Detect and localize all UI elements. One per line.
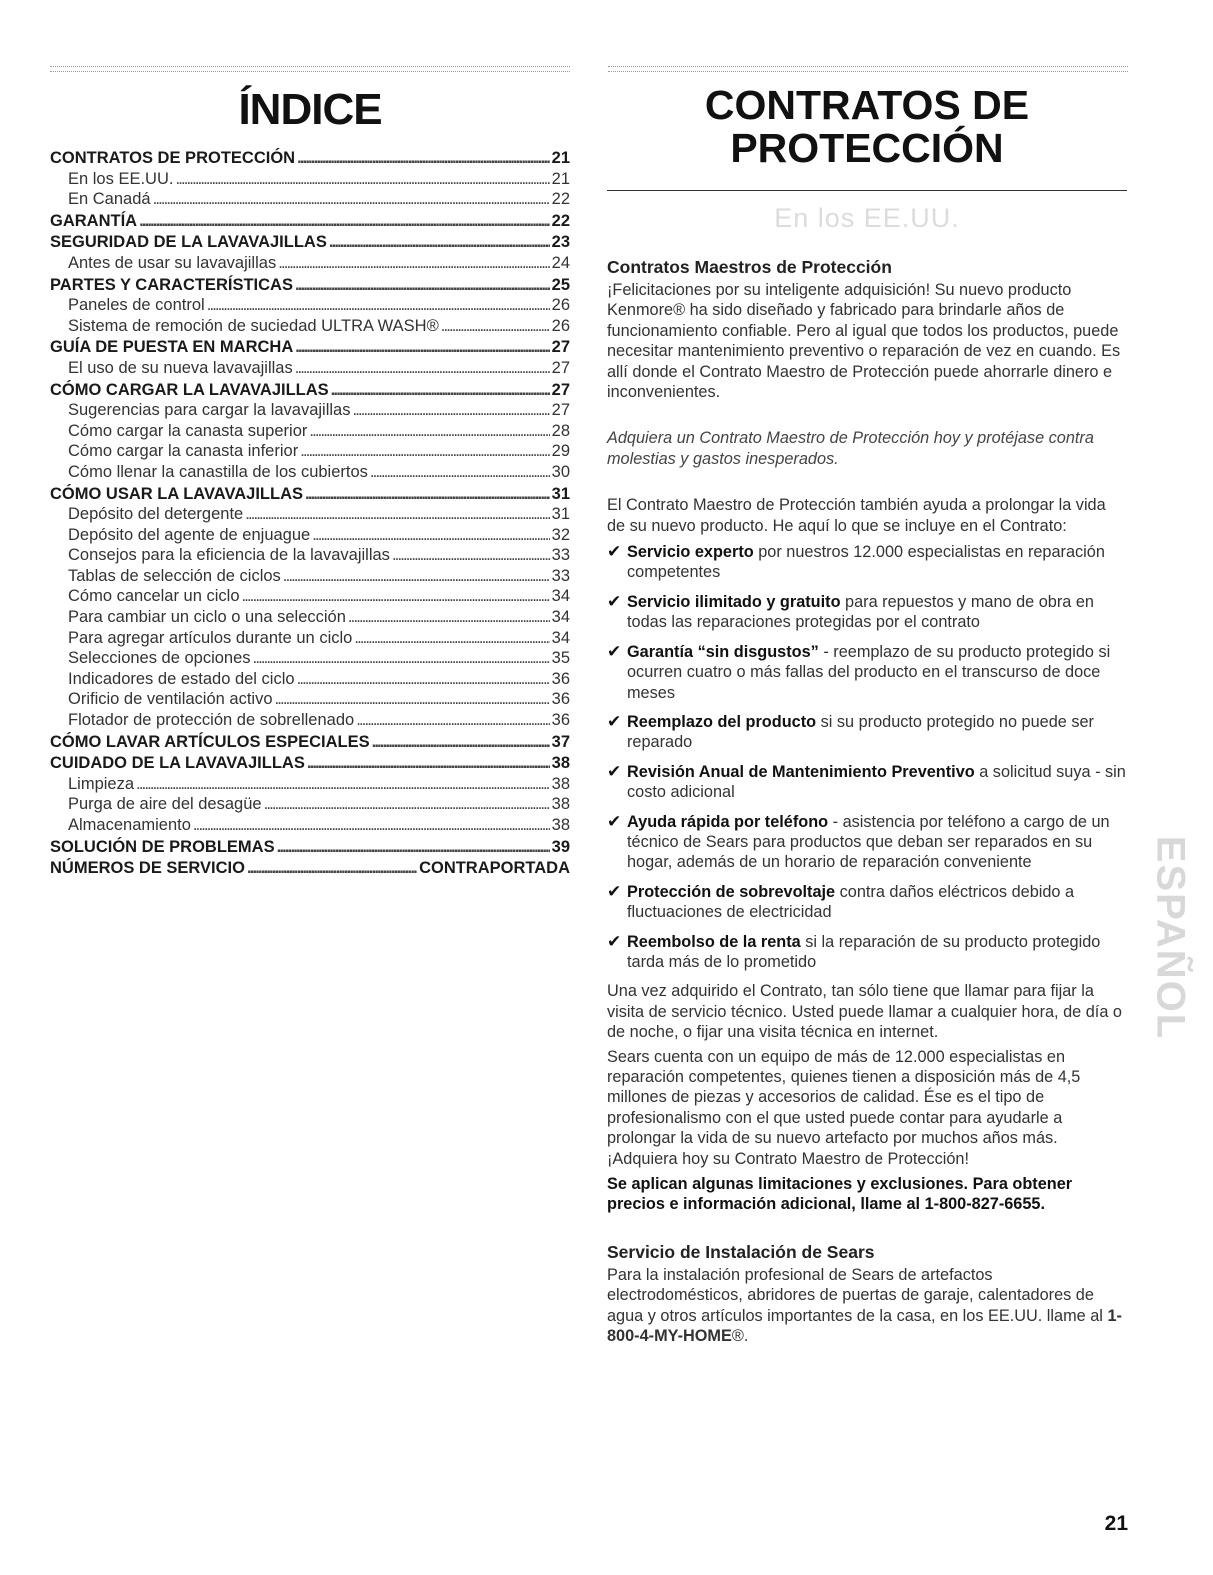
toc-entry bbox=[50, 253, 570, 274]
toc-entry-label: Purga de aire del desagüe bbox=[68, 795, 262, 814]
italic-note: Adquiera un Contrato Maestro de Protección hoy y protéjase contra molestias y gastos inesperados. bbox=[607, 429, 1094, 468]
table-of-contents bbox=[50, 84, 570, 879]
toc-entry-label: PARTES Y CARACTERÍSTICAS bbox=[50, 275, 293, 294]
benefit-item bbox=[607, 812, 1127, 873]
toc-entry-label: Cómo llenar la canastilla de los cubiertos bbox=[68, 462, 368, 481]
benefit-title: Servicio ilimitado y gratuito bbox=[627, 592, 841, 611]
contract-paragraph-1: Una vez adquirido el Contrato, tan sólo tiene que llamar para fijar la visita de servicio técnico. Usted puede llamar a cualquier hora, de día o de noche, o fijar una visita técnica en internet. bbox=[607, 982, 1122, 1042]
toc-leader-dots bbox=[247, 858, 417, 879]
checkmark-icon: ✔ bbox=[607, 931, 622, 951]
toc-leader-dots bbox=[329, 232, 550, 253]
toc-list bbox=[50, 148, 570, 879]
toc-leader-dots bbox=[307, 753, 550, 774]
toc-entry-label: Selecciones de opciones bbox=[68, 649, 251, 668]
toc-leader-dots bbox=[139, 211, 550, 232]
top-divider-right bbox=[608, 66, 1128, 74]
toc-entry-page: 28 bbox=[551, 421, 570, 440]
toc-entry-page: CONTRAPORTADA bbox=[419, 859, 570, 878]
toc-entry bbox=[50, 710, 570, 731]
installation-paragraph bbox=[607, 1265, 1127, 1347]
benefit-item bbox=[607, 762, 1127, 803]
toc-entry bbox=[50, 441, 570, 462]
toc-entry-page: 21 bbox=[551, 149, 570, 167]
toc-entry-page: 38 bbox=[551, 816, 570, 834]
toc-leader-dots bbox=[253, 648, 550, 669]
toc-entry-label: Antes de usar su lavavajillas bbox=[68, 253, 277, 272]
toc-entry-label: En Canadá bbox=[68, 190, 151, 209]
toc-leader-dots bbox=[264, 794, 550, 815]
checkmark-icon: ✔ bbox=[607, 711, 622, 731]
checkmark-icon: ✔ bbox=[607, 542, 622, 562]
toc-entry-label: Depósito del detergente bbox=[68, 505, 244, 524]
master-contracts-heading: Contratos Maestros de Protección bbox=[607, 257, 892, 277]
toc-entry-page: 26 bbox=[551, 296, 570, 315]
section-title-line1: CONTRATOS DE bbox=[704, 82, 1030, 128]
benefit-text: contra daños eléctricos debido a fluctuaciones de electricidad bbox=[627, 882, 1075, 922]
toc-entry bbox=[50, 189, 570, 210]
toc-entry-page: 21 bbox=[551, 169, 570, 188]
toc-entry bbox=[50, 211, 570, 232]
benefit-title: Reembolso de la renta bbox=[627, 932, 801, 951]
benefit-text: si su producto protegido no puede ser reparado bbox=[627, 712, 1094, 752]
checkmark-icon: ✔ bbox=[607, 881, 622, 901]
toc-entry-label: El uso de su nueva lavavajillas bbox=[68, 358, 293, 377]
toc-entry-label: GUÍA DE PUESTA EN MARCHA bbox=[50, 338, 294, 357]
section-title-line2: PROTECCIÓN bbox=[730, 125, 1004, 171]
toc-entry bbox=[50, 607, 570, 628]
toc-entry bbox=[50, 774, 570, 795]
toc-entry-page: 29 bbox=[551, 442, 570, 461]
toc-entry-label: Sistema de remoción de suciedad ULTRA WASH® bbox=[68, 316, 439, 335]
benefit-text: - reemplazo de su producto protegido si ocurren cuatro o más fallas del producto en el transcurso de doce meses bbox=[627, 642, 1111, 702]
toc-entry-label: Indicadores de estado del ciclo bbox=[68, 669, 295, 688]
toc-leader-dots bbox=[352, 400, 549, 421]
toc-leader-dots bbox=[278, 253, 549, 274]
benefit-title: Garantía “sin disgustos” bbox=[627, 642, 819, 661]
toc-entry bbox=[50, 400, 570, 421]
intro-paragraph: ¡Felicitaciones por su inteligente adquisición! Su nuevo producto Kenmore® ha sido diseñado y fabricado para brindarle años de funcionamiento confiable. Pero al igual que todos los productos, puede necesitar mantenimiento preventivo o reparación de vez en cuando. Es allí donde el Contrato Maestro de Protección puede ahorrarle dinero e inconvenientes. bbox=[607, 281, 1121, 402]
section-title bbox=[607, 84, 1127, 170]
toc-entry-label: NÚMEROS DE SERVICIO bbox=[50, 859, 245, 878]
toc-entry-label: Cómo cargar la canasta inferior bbox=[68, 442, 299, 461]
toc-leader-dots bbox=[354, 628, 549, 649]
toc-entry-page: 36 bbox=[551, 690, 570, 709]
toc-leader-dots bbox=[392, 545, 550, 566]
toc-entry bbox=[50, 732, 570, 753]
checkmark-icon: ✔ bbox=[607, 761, 622, 781]
protection-contracts-section bbox=[607, 84, 1127, 1346]
benefit-title: Ayuda rápida por teléfono bbox=[627, 812, 829, 831]
benefit-item bbox=[607, 882, 1127, 923]
toc-entry bbox=[50, 462, 570, 483]
toc-entry-page: 31 bbox=[551, 484, 570, 503]
toc-entry-page: 30 bbox=[551, 462, 570, 481]
toc-leader-dots bbox=[370, 462, 550, 483]
toc-entry bbox=[50, 837, 570, 858]
toc-title: ÍNDICE bbox=[238, 85, 382, 134]
toc-entry bbox=[50, 169, 570, 190]
benefit-item bbox=[607, 542, 1127, 583]
limitations-note: Se aplican algunas limitaciones y exclusiones. Para obtener precios e información adicional, llame al 1-800-827-6655. bbox=[607, 1175, 1073, 1214]
toc-entry-label: Almacenamiento bbox=[68, 816, 191, 834]
toc-entry-page: 33 bbox=[551, 566, 570, 585]
installation-text: Para la instalación profesional de Sears de artefactos electrodomésticos, abridores de puertas de garaje, calentadores de agua y otros artículos importantes de la casa, en los EE.UU. llame al bbox=[607, 1265, 1108, 1325]
toc-entry-page: 27 bbox=[551, 358, 570, 377]
toc-entry-page: 26 bbox=[551, 316, 570, 335]
toc-leader-dots bbox=[175, 169, 549, 190]
benefit-title: Servicio experto bbox=[627, 543, 754, 562]
toc-entry-label: GARANTÍA bbox=[50, 211, 138, 230]
toc-leader-dots bbox=[275, 689, 550, 710]
benefit-item bbox=[607, 712, 1127, 753]
toc-entry-page: 38 bbox=[551, 754, 570, 773]
toc-entry-page: 35 bbox=[551, 649, 570, 668]
toc-entry-label: Cómo cargar la canasta superior bbox=[68, 421, 308, 440]
toc-entry-label: CUIDADO DE LA LAVAVAJILLAS bbox=[50, 754, 305, 773]
toc-leader-dots bbox=[372, 732, 550, 753]
toc-entry bbox=[50, 753, 570, 774]
toc-leader-dots bbox=[297, 669, 550, 690]
toc-entry-page: 27 bbox=[551, 338, 570, 357]
benefit-text: - asistencia por teléfono a cargo de un técnico de Sears para productos que deban ser reparados en su hogar, además de un horario de reparación conveniente bbox=[627, 812, 1110, 872]
toc-entry-page: 31 bbox=[551, 505, 570, 524]
toc-entry-page: 34 bbox=[551, 608, 570, 627]
toc-entry bbox=[50, 525, 570, 546]
benefit-item bbox=[607, 642, 1127, 703]
toc-entry-page: 36 bbox=[551, 711, 570, 730]
installation-phone: 1-800-4-MY-HOME bbox=[607, 1306, 1122, 1346]
lead-in-paragraph: El Contrato Maestro de Protección también ayuda a prolongar la vida de su nuevo producto. He aquí lo que se incluye en el Contrato: bbox=[607, 496, 1106, 535]
toc-leader-dots bbox=[283, 566, 550, 587]
toc-leader-dots bbox=[297, 148, 550, 169]
toc-entry bbox=[50, 148, 570, 169]
toc-entry-label: CÓMO USAR LA LAVAVAJILLAS bbox=[50, 484, 303, 503]
toc-entry bbox=[50, 504, 570, 525]
toc-entry bbox=[50, 858, 570, 879]
toc-entry bbox=[50, 232, 570, 253]
toc-entry bbox=[50, 794, 570, 815]
toc-entry-page: 33 bbox=[551, 546, 570, 565]
toc-leader-dots bbox=[245, 504, 549, 525]
toc-leader-dots bbox=[441, 316, 550, 337]
toc-entry bbox=[50, 358, 570, 379]
toc-entry-label: Consejos para la eficiencia de la lavavajillas bbox=[68, 546, 390, 565]
checkmark-icon: ✔ bbox=[607, 591, 622, 611]
toc-entry-page: 22 bbox=[551, 190, 570, 209]
toc-entry-label: Limpieza bbox=[68, 774, 135, 793]
toc-entry-page: 27 bbox=[551, 380, 570, 399]
benefit-title: Revisión Anual de Mantenimiento Preventivo bbox=[627, 762, 975, 781]
top-divider-left bbox=[50, 66, 570, 74]
toc-entry bbox=[50, 628, 570, 649]
benefits-list bbox=[607, 542, 1127, 972]
toc-leader-dots bbox=[242, 586, 550, 607]
toc-leader-dots bbox=[295, 275, 550, 296]
toc-entry bbox=[50, 815, 570, 836]
toc-entry-page: 39 bbox=[551, 837, 570, 856]
toc-entry-page: 27 bbox=[551, 401, 570, 420]
toc-entry-label: Para cambiar un ciclo o una selección bbox=[68, 608, 346, 627]
toc-entry-label: CONTRATOS DE PROTECCIÓN bbox=[50, 149, 296, 167]
benefit-text: por nuestros 12.000 especialistas en reparación competentes bbox=[627, 543, 1105, 582]
toc-entry-page: 34 bbox=[551, 587, 570, 606]
toc-leader-dots bbox=[312, 525, 549, 546]
toc-entry-label: CÓMO LAVAR ARTÍCULOS ESPECIALES bbox=[50, 732, 370, 751]
page-number: 21 bbox=[1104, 1512, 1128, 1535]
toc-entry-page: 25 bbox=[551, 275, 570, 294]
benefit-title: Reemplazo del producto bbox=[627, 712, 817, 731]
toc-entry bbox=[50, 586, 570, 607]
benefit-text: para repuestos y mano de obra en todas las reparaciones protegidas por el contrato bbox=[627, 592, 1094, 632]
benefit-item bbox=[607, 932, 1127, 973]
toc-entry-label: Para agregar artículos durante un ciclo bbox=[68, 628, 353, 647]
toc-entry-page: 24 bbox=[551, 253, 570, 272]
toc-entry-label: SEGURIDAD DE LA LAVAVAJILLAS bbox=[50, 233, 327, 252]
benefit-text: a solicitud suya - sin costo adicional bbox=[627, 762, 1126, 802]
toc-entry-page: 36 bbox=[551, 669, 570, 688]
toc-leader-dots bbox=[348, 607, 550, 628]
toc-leader-dots bbox=[136, 774, 550, 795]
language-side-tab bbox=[1148, 818, 1193, 1058]
toc-entry-label: Flotador de protección de sobrellenado bbox=[68, 711, 355, 730]
toc-leader-dots bbox=[193, 815, 550, 836]
checkmark-icon: ✔ bbox=[607, 641, 622, 661]
toc-leader-dots bbox=[295, 358, 550, 379]
contract-paragraph-2: Sears cuenta con un equipo de más de 12.000 especialistas en reparación competentes, quienes tienen a disposición más de 4,5 millones de piezas y accesorios de calidad. Ése es el tipo de profesionalismo con el que usted puede contar para ayudarle a prolongar la vida de su nuevo artefacto por muchos años más. ¡Adquiera hoy su Contrato Maestro de Protección! bbox=[607, 1047, 1081, 1168]
benefit-item bbox=[607, 592, 1127, 633]
subheading-usa: En los EE.UU. bbox=[774, 203, 960, 233]
toc-leader-dots bbox=[207, 295, 550, 316]
toc-leader-dots bbox=[356, 710, 549, 731]
toc-leader-dots bbox=[331, 380, 550, 401]
toc-entry-page: 22 bbox=[551, 211, 570, 230]
toc-leader-dots bbox=[295, 337, 549, 358]
toc-entry bbox=[50, 275, 570, 296]
toc-leader-dots bbox=[305, 484, 550, 505]
toc-entry-label: Orificio de ventilación activo bbox=[68, 690, 273, 709]
toc-entry bbox=[50, 669, 570, 690]
toc-entry bbox=[50, 648, 570, 669]
toc-entry bbox=[50, 380, 570, 401]
toc-entry-label: SOLUCIÓN DE PROBLEMAS bbox=[50, 837, 275, 856]
toc-entry bbox=[50, 295, 570, 316]
toc-leader-dots bbox=[277, 837, 550, 858]
toc-entry-page: 32 bbox=[551, 525, 570, 544]
toc-leader-dots bbox=[300, 441, 549, 462]
toc-entry bbox=[50, 484, 570, 505]
benefit-text: si la reparación de su producto protegido tarda más de lo prometido bbox=[627, 932, 1101, 971]
toc-entry-label: Cómo cancelar un ciclo bbox=[68, 587, 240, 606]
toc-entry bbox=[50, 566, 570, 587]
toc-entry-label: Depósito del agente de enjuague bbox=[68, 525, 311, 544]
toc-entry-page: 38 bbox=[551, 795, 570, 814]
toc-entry bbox=[50, 545, 570, 566]
toc-entry-label: Tablas de selección de ciclos bbox=[68, 566, 281, 585]
installation-heading: Servicio de Instalación de Sears bbox=[607, 1241, 875, 1262]
installation-end: ®. bbox=[731, 1327, 749, 1346]
toc-entry bbox=[50, 421, 570, 442]
toc-entry-label: Sugerencias para cargar la lavavajillas bbox=[68, 401, 351, 420]
toc-entry-label: Paneles de control bbox=[68, 296, 205, 315]
title-rule bbox=[607, 190, 1127, 191]
benefit-title: Protección de sobrevoltaje bbox=[627, 882, 836, 901]
toc-entry-page: 37 bbox=[551, 732, 570, 751]
toc-entry-page: 38 bbox=[551, 774, 570, 793]
language-side-tab-label: ESPAÑOL bbox=[1148, 835, 1193, 1041]
toc-entry bbox=[50, 689, 570, 710]
toc-leader-dots bbox=[153, 189, 550, 210]
toc-entry bbox=[50, 337, 570, 358]
toc-entry-label: CÓMO CARGAR LA LAVAVAJILLAS bbox=[50, 380, 329, 399]
toc-entry-page: 23 bbox=[551, 233, 570, 252]
toc-entry-label: En los EE.UU. bbox=[68, 169, 174, 188]
toc-leader-dots bbox=[309, 421, 549, 442]
toc-entry bbox=[50, 316, 570, 337]
toc-entry-page: 34 bbox=[551, 628, 570, 647]
checkmark-icon: ✔ bbox=[607, 811, 622, 831]
